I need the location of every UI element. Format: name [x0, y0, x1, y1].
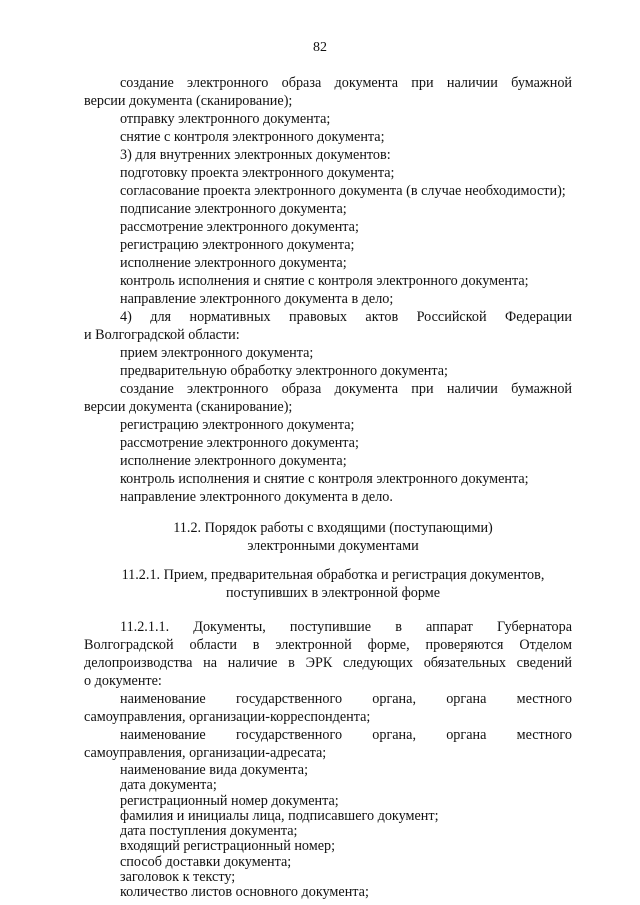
text-line: 3) для внутренних электронных документов: [120, 147, 391, 163]
text-line: версии документа (сканирование); [84, 399, 293, 415]
text-line: версии документа (сканирование); [84, 93, 293, 109]
text-line: наименование вида документа; [120, 762, 309, 778]
text-line: делопроизводства на наличие в ЭРК следующих обязательных сведений [84, 655, 572, 671]
text-line: количество листов основного документа; [120, 884, 369, 900]
text-line: регистрационный номер документа; [120, 792, 339, 809]
text-line: регистрацию электронного документа; [120, 237, 355, 253]
text-line: дата документа; [120, 777, 217, 794]
text-line: контроль исполнения и снятие с контроля электронного документа; [120, 273, 529, 289]
text-line: самоуправления, организации-адресата; [84, 745, 327, 761]
text-line: контроль исполнения и снятие с контроля электронного документа; [120, 471, 529, 487]
text-line: направление электронного документа в дело; [120, 291, 394, 307]
text-line: наименование государственного органа, органа местного [120, 727, 572, 743]
text-line: подготовку проекта электронного документа; [120, 165, 395, 181]
text-line: направление электронного документа в дело. [120, 489, 393, 505]
text-line: рассмотрение электронного документа; [120, 219, 359, 235]
text-line: самоуправления, организации-корреспондента; [84, 709, 371, 725]
page-number: 82 [313, 40, 327, 55]
text-line: снятие с контроля электронного документа; [120, 129, 385, 145]
text-line: исполнение электронного документа; [120, 453, 347, 469]
text-line: создание электронного образа документа при наличии бумажной [120, 75, 572, 91]
text-line: заголовок к тексту; [120, 868, 236, 885]
text-line: дата поступления документа; [120, 823, 298, 839]
text-line: способ доставки документа; [120, 853, 292, 870]
text-line: входящий регистрационный номер; [120, 838, 336, 855]
text-line: рассмотрение электронного документа; [120, 435, 359, 451]
text-line: фамилия и инициалы лица, подписавшего документ; [120, 807, 439, 824]
text-line: предварительную обработку электронного документа; [120, 363, 449, 379]
section-heading: электронными документами [247, 538, 419, 554]
text-line: и Волгоградской области: [84, 327, 240, 343]
text-line: о документе: [84, 673, 162, 689]
text-line: исполнение электронного документа; [120, 255, 347, 271]
text-line: 11.2.1.1. Документы, поступившие в аппарат Губернатора [120, 619, 572, 635]
text-line: наименование государственного органа, органа местного [120, 691, 572, 707]
text-line: создание электронного образа документа при наличии бумажной [120, 381, 572, 397]
text-line: отправку электронного документа; [120, 111, 331, 127]
subsection-heading: 11.2.1. Прием, предварительная обработка и регистрация документов, [121, 567, 545, 583]
text-line: прием электронного документа; [120, 345, 314, 361]
text-line: Волгоградской области в электронной форме, проверяются Отделом [84, 637, 572, 653]
text-line: подписание электронного документа; [120, 201, 347, 217]
section-heading: 11.2. Порядок работы с входящими (поступающими) [173, 520, 493, 536]
text-line: регистрацию электронного документа; [120, 417, 355, 433]
text-line: согласование проекта электронного документа (в случае необходимости); [120, 183, 566, 199]
subsection-heading: поступивших в электронной форме [225, 585, 441, 601]
text-line: 4) для нормативных правовых актов Российской Федерации [120, 309, 572, 325]
